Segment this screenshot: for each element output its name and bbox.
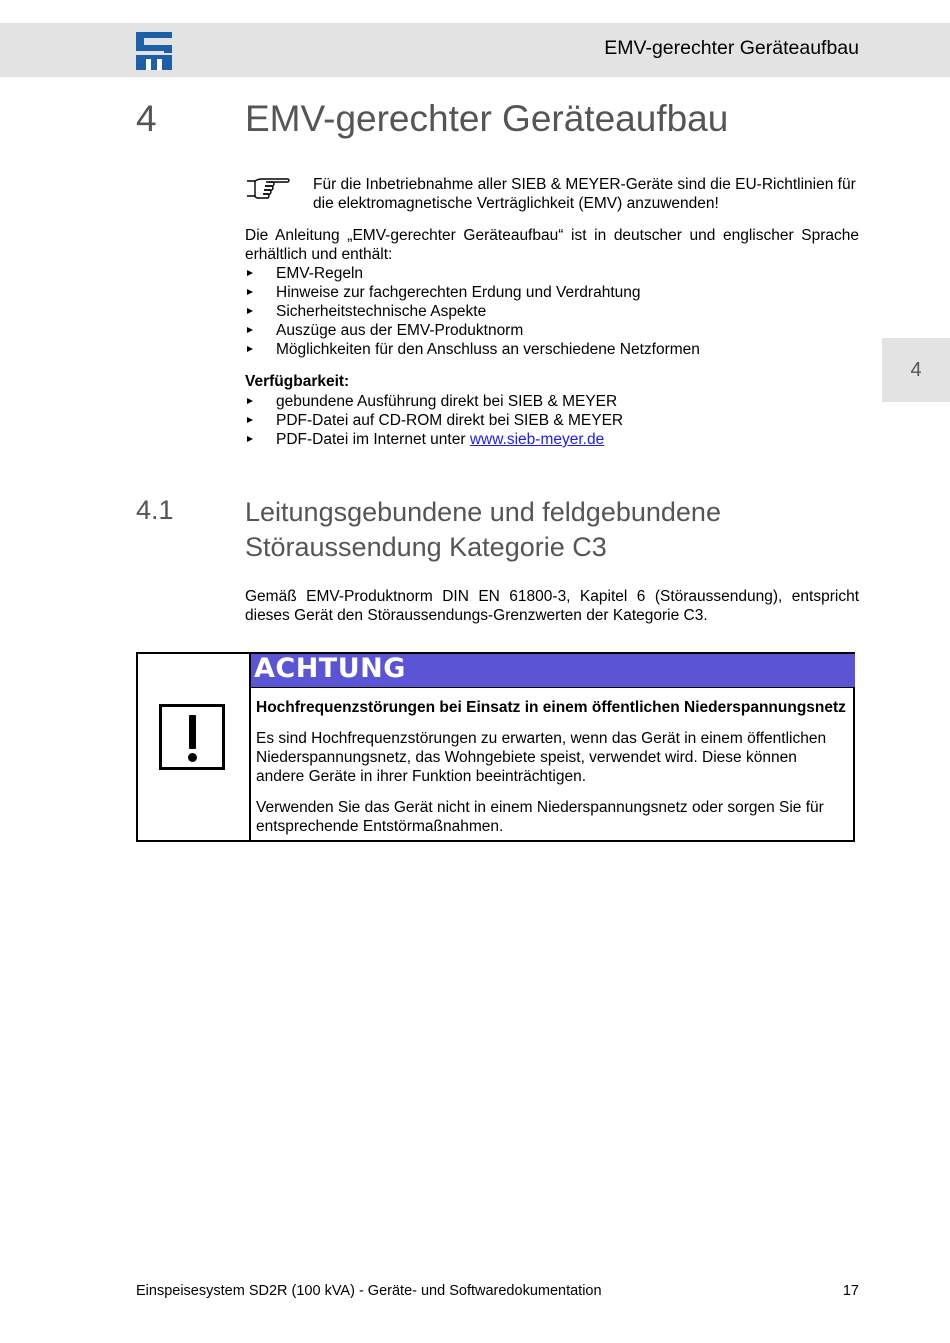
warning-title: Hochfrequenzstörungen bei Einsatz in einem öffentlichen Niederspannungsnetz [256,699,846,716]
warning-box [136,652,855,842]
warning-paragraph: Es sind Hochfrequenzstörungen zu erwarten, wenn das Gerät in einem öffentlichen Niederspannungsnetz, das Wohngebiete speist, verwendet wird. Diese können andere Geräte in ihrer Funktion beeinträchtigen. [256,730,827,785]
section-paragraph: Gemäß EMV-Produktnorm DIN EN 61800-3, Kapitel 6 (Störaussendung), entspricht dieses Gerät den Störaussendungs-Grenzwerten der Kategorie C3. [245,588,859,624]
list-item: PDF-Datei auf CD-ROM direkt bei SIEB & MEYER [245,411,859,430]
list-item: Hinweise zur fachgerechten Erdung und Verdrahtung [245,283,859,302]
list-item: Möglichkeiten für den Anschluss an verschiedene Netzformen [245,340,859,359]
footer-doc-title: Einspeisesystem SD2R (100 kVA) - Geräte- und Softwaredokumentation [136,1283,602,1299]
list-item: Sicherheitstechnische Aspekte [245,302,859,321]
warning-body [256,698,846,848]
contents-list [245,264,859,359]
warning-paragraph: Verwenden Sie das Gerät nicht in einem Niederspannungsnetz oder sorgen Sie für entsprechende Entstörmaßnahmen. [256,799,824,835]
list-item: Auszüge aus der EMV-Produktnorm [245,321,859,340]
availability-list [245,392,859,449]
section-title: Leitungsgebundene und feldgebundene Störaussendung Kategorie C3 [245,497,721,562]
chapter-number: 4 [136,98,157,139]
warning-header-label: ACHTUNG [254,653,406,684]
running-header-title: EMV-gerechter Geräteaufbau [604,37,859,59]
list-item: EMV-Regeln [245,264,859,283]
footer-page-number: 17 [842,1283,859,1299]
pointing-hand-icon [245,175,291,201]
list-item: gebundene Ausführung direkt bei SIEB & MEYER [245,392,859,411]
exclamation-icon [159,704,225,770]
warning-header [251,654,855,688]
warning-icon-cell [138,654,251,840]
intro-paragraph: Die Anleitung „EMV-gerechter Geräteaufbau“ ist in deutscher und englischer Sprache erhältlich und enthält: [245,227,859,263]
availability-label: Verfügbarkeit: [245,373,350,390]
chapter-title: EMV-gerechter Geräteaufbau [245,98,729,139]
chapter-side-tab: 4 [882,338,950,402]
website-link[interactable]: www.sieb-meyer.de [469,431,605,448]
sieb-meyer-logo-icon [136,32,172,70]
emv-note: Für die Inbetriebnahme aller SIEB & MEYER-Geräte sind die EU-Richtlinien für die elektromagnetische Verträglichkeit (EMV) anzuwenden! [313,176,856,212]
section-number: 4.1 [136,495,174,525]
list-item: PDF-Datei im Internet unter www.sieb-meyer.de [245,430,859,449]
